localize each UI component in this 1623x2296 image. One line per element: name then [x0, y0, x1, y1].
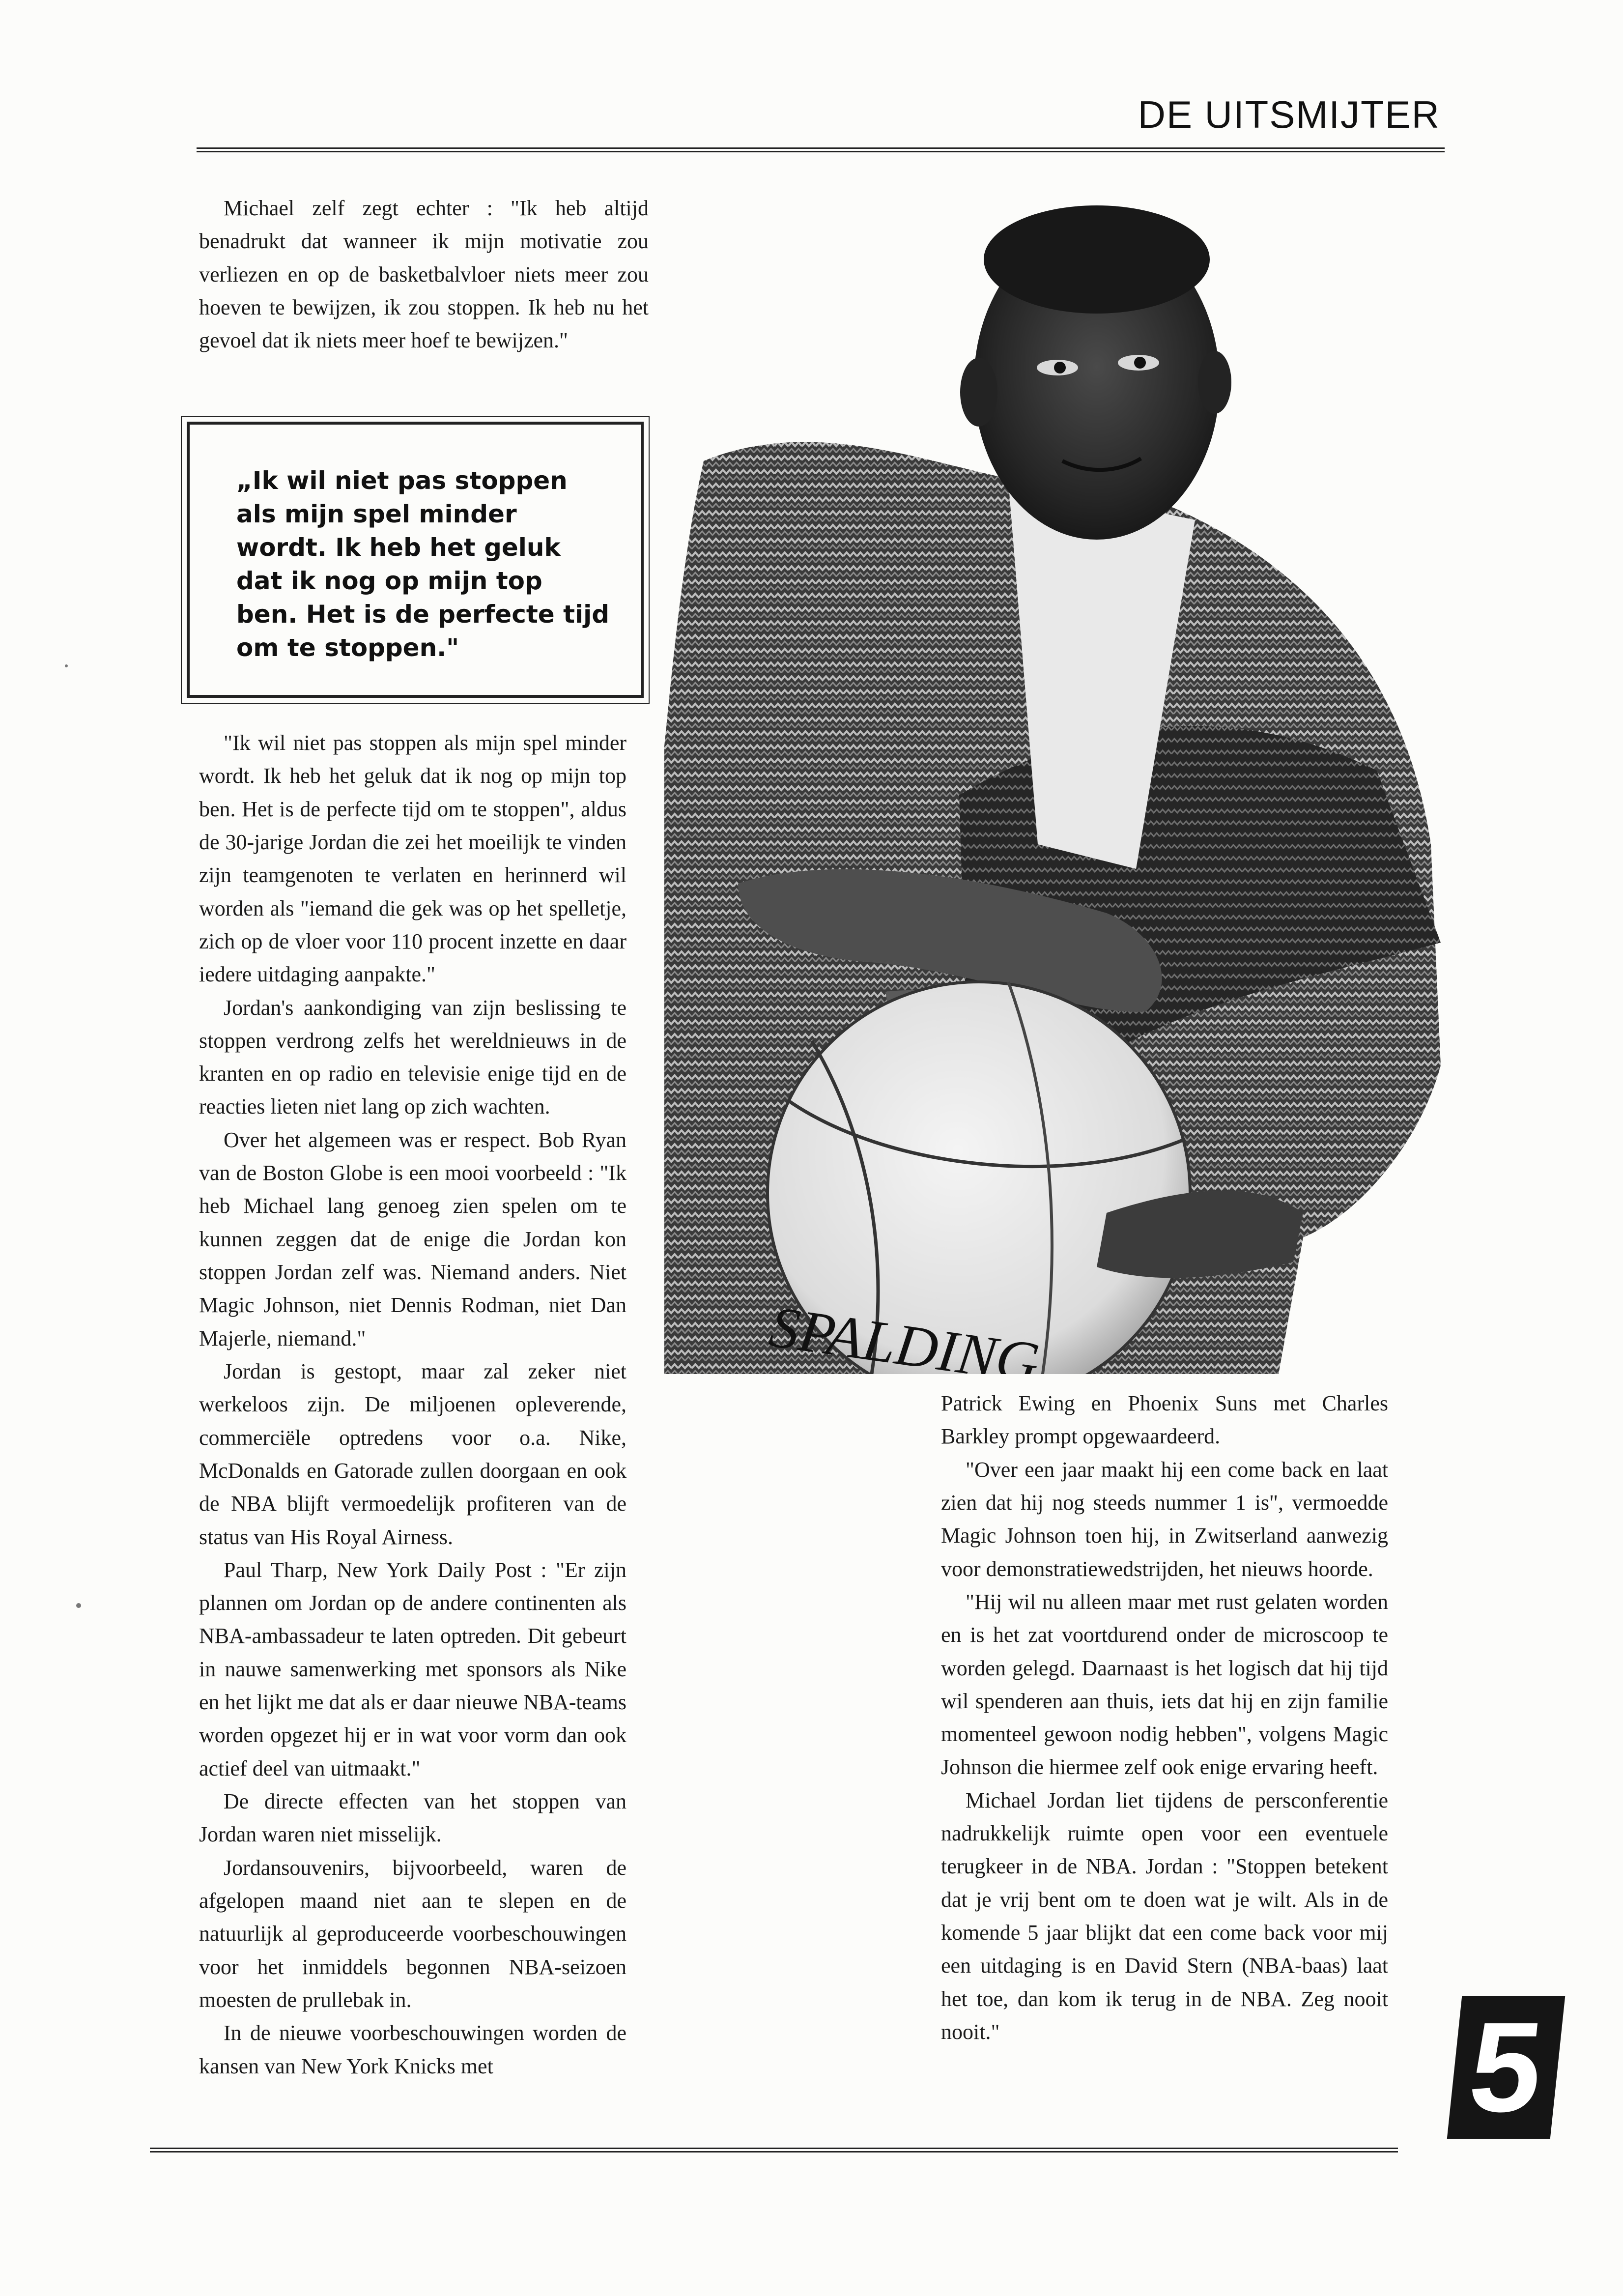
left-paragraph-5: Paul Tharp, New York Daily Post : "Er zijn plannen om Jordan op de andere continenten als NBA-ambassadeur te laten optreden. Dit gebeurt in nauwe samenwerking met sponsors als Nike en het lijkt me dat als er daar nieuwe NBA-teams worden opgezet hij er in wat voor vorm dan ook actief deel van uitmaakt." — [199, 1557, 626, 1780]
left-paragraph-2: Jordan's aankondiging van zijn beslissing te stoppen verdrong zelfs het wereldnieuws in de kranten en op radio en televisie enige tijd en de reacties lieten niet lang op zich wachten. — [199, 995, 626, 1119]
intro-text: Michael zelf zegt echter : "Ik heb altijd benadrukt dat wanneer ik mijn motivatie zou verliezen en op de basketbalvloer niets meer zou hoeven te bewijzen, ik zou stoppen. Ik heb nu het gevoel dat ik niets meer hoef te bewijzen." — [199, 196, 649, 353]
ball-brand-text: SPALDING — [766, 1293, 1043, 1374]
intro-paragraph — [199, 192, 649, 357]
scan-speck — [65, 664, 68, 667]
right-paragraph-1: Patrick Ewing en Phoenix Suns met Charles Barkley prompt opgewaardeerd. — [941, 1391, 1388, 1449]
left-paragraph-8: In de nieuwe voorbeschouwingen worden de kansen van New York Knicks met — [199, 2021, 626, 2078]
footer-rule — [150, 2148, 1398, 2152]
page-number: 5 — [1447, 1996, 1565, 2139]
left-paragraph-1: "Ik wil niet pas stoppen als mijn spel minder wordt. Ik heb het geluk dat ik nog op mijn top ben. Het is de perfecte tijd om te stoppen", aldus de 30-jarige Jordan die zei het moeilijk te vinden zijn teamgenoten te verlaten en herinnerd wil worden als "iemand die gek was op het spelletje, zich op de vloer voor 110 procent inzette en daar iedere uitdaging aanpakte." — [199, 731, 626, 987]
scan-speck — [76, 1603, 81, 1608]
left-paragraph-4: Jordan is gestopt, maar zal zeker niet werkeloos zijn. De miljoenen opleverende, commerciële optredens voor o.a. Nike, McDonalds en Gatorade zullen doorgaan en ook de NBA blijft vermoedelijk profiteren van de status van His Royal Airness. — [199, 1359, 626, 1549]
pull-quote-box — [187, 422, 644, 698]
jordan-photo — [664, 205, 1459, 1374]
right-paragraph-3: "Hij wil nu alleen maar met rust gelaten worden en is het zat voortdurend onder de microscoop te worden gelegd. Daarnaast is het logisch dat hij tijd wil spenderen aan thuis, iets dat hij en zijn familie momenteel gewoon nodig hebben", volgens Magic Johnson die hiermee zelf ook enige ervaring heeft. — [941, 1589, 1388, 1779]
header-rule — [197, 147, 1445, 152]
right-article-column — [941, 1387, 1388, 2048]
section-title: DE UITSMIJTER — [1138, 93, 1440, 136]
right-paragraph-4: Michael Jordan liet tijdens de persconferentie nadrukkelijk ruimte open voor een eventuele terugkeer in de NBA. Jordan : "Stoppen betekent dat je vrij bent om te doen wat je wilt. Als in de komende 5 jaar blijkt dat een come back voor mij een uitdaging is en David Stern (NBA-baas) laat het toe, dan kom ik terug in de NBA. Zeg nooit nooit." — [941, 1788, 1388, 2044]
left-paragraph-3: Over het algemeen was er respect. Bob Ryan van de Boston Globe is een mooi voorbeeld : "Ik heb Michael lang genoeg zien spelen om te kunnen zeggen dat de enige die Jordan kon stoppen Jordan zelf was. Niemand anders. Niet Magic Johnson, niet Dennis Rodman, niet Dan Majerle, niemand." — [199, 1127, 626, 1350]
photo-illustration — [664, 205, 1459, 1374]
right-paragraph-2: "Over een jaar maakt hij een come back en laat zien dat hij nog steeds nummer 1 is", vermoedde Magic Johnson toen hij, in Zwitserland aanwezig voor demonstratiewedstrijden, het nieuws hoorde. — [941, 1457, 1388, 1581]
left-paragraph-7: Jordansouvenirs, bijvoorbeeld, waren de afgelopen maand niet aan te slepen en de natuurlijk al geproduceerde voorbeschouwingen voor het inmiddels begonnen NBA-seizoen moesten de prullebak in. — [199, 1855, 626, 2012]
pull-quote-text: „Ik wil niet pas stoppen als mijn spel minder wordt. Ik heb het geluk dat ik nog op mijn top ben. Het is de perfecte tijd om te stoppen." — [236, 466, 610, 662]
left-article-column — [199, 726, 626, 2083]
left-paragraph-6: De directe effecten van het stoppen van Jordan waren niet misselijk. — [199, 1789, 626, 1847]
